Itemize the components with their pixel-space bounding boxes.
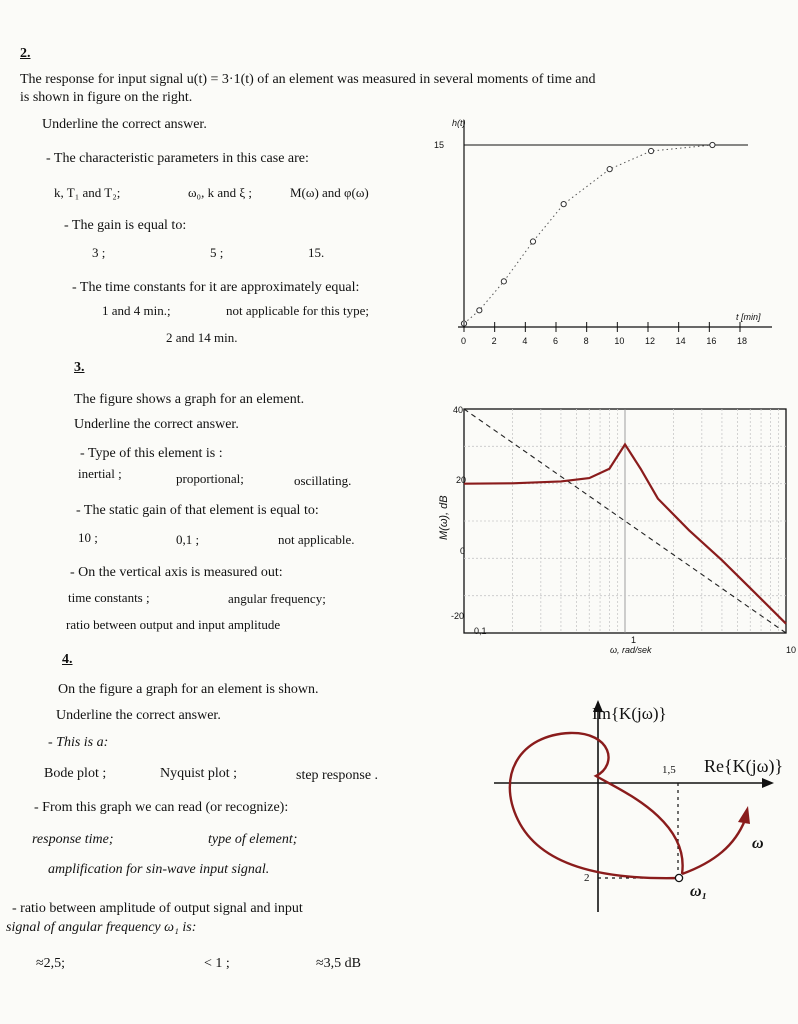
nyquist-omega-label: ω [752, 835, 764, 852]
nyquist-re-label: Re{K(jω)} [704, 756, 784, 776]
p2-q3-option-3[interactable]: 2 and 14 min. [166, 330, 238, 345]
problem-2-number: 2. [20, 46, 31, 61]
problem-4-instruction: Underline the correct answer. [56, 708, 221, 723]
step-x-tick-label: 12 [645, 336, 656, 346]
step-x-tick-label: 0 [461, 336, 467, 346]
p4-q1-option-2[interactable]: Nyquist plot ; [160, 766, 238, 781]
problem-2-question-3: - The time constants for it are approximately equal: [72, 280, 360, 295]
problem-4-question-3-line2: signal of angular frequency ω₁ is: [6, 920, 197, 935]
p3-q1-option-1[interactable]: inertial ; [78, 466, 122, 481]
p2-q1-option-1[interactable]: k, T₁ and T₂; [54, 185, 121, 200]
bode-x-tick-0-1: 0,1 [474, 626, 487, 636]
problem-3-instruction: Underline the correct answer. [74, 417, 239, 432]
bode-y-tick-0: 0 [460, 546, 466, 556]
nyquist-outer-branch [682, 820, 745, 874]
problem-3-line1: The figure shows a graph for an element. [74, 392, 305, 407]
bode-y-tick-40: 40 [453, 405, 464, 415]
p4-q3-option-3[interactable]: ≈3,5 dB [316, 956, 362, 971]
p2-q3-option-1[interactable]: 1 and 4 min.; [102, 303, 171, 318]
p3-q1-option-2[interactable]: proportional; [176, 471, 244, 486]
p4-q2-option-2[interactable]: type of element; [208, 832, 298, 847]
step-x-tick-label: 4 [522, 336, 528, 346]
p4-q1-option-1[interactable]: Bode plot ; [44, 766, 107, 781]
nyquist-direction-arrow [738, 806, 750, 824]
p2-q3-option-2[interactable]: not applicable for this type; [226, 303, 369, 318]
bode-y-tick-20: 20 [456, 475, 467, 485]
p3-q3-option-3[interactable]: ratio between output and input amplitude [66, 617, 281, 632]
problem-4-line1: On the figure a graph for an element is shown. [58, 682, 319, 697]
problem-2-question-1: - The characteristic parameters in this case are: [46, 151, 309, 166]
p3-q3-option-1[interactable]: time constants ; [68, 590, 150, 605]
step-x-tick-label: 10 [614, 336, 625, 346]
p4-q3-option-2[interactable]: < 1 ; [204, 956, 230, 971]
nyquist-omega1-label: ω₁ [690, 883, 708, 900]
nyquist-re-arrowhead [762, 778, 774, 788]
problem-4-question-2: - From this graph we can read (or recognize): [34, 800, 289, 815]
p2-q2-option-1[interactable]: 3 ; [92, 245, 106, 260]
problem-4-question-3-line1: - ratio between amplitude of output signal and input [12, 901, 303, 916]
nyquist-im-label: Im{K(jω)} [592, 704, 667, 723]
problem-3-question-3: - On the vertical axis is measured out: [70, 565, 283, 580]
p3-q3-option-2[interactable]: angular frequency; [228, 591, 326, 606]
step-x-tick-label: 8 [583, 336, 589, 346]
bode-y-tick-minus20: -20 [451, 611, 465, 621]
p3-q2-option-2[interactable]: 0,1 ; [176, 532, 200, 547]
problem-3-number: 3. [74, 360, 85, 375]
p4-q1-option-3[interactable]: step response . [296, 768, 379, 783]
step-y-tick-15: 15 [434, 140, 445, 150]
problem-2-line1: The response for input signal u(t) = 3·1(t) of an element was measured in several moments of time and [20, 72, 596, 87]
nyquist-re-tick: 1,5 [662, 764, 676, 776]
problem-2-question-2: - The gain is equal to: [64, 218, 187, 233]
bode-x-tick-10: 10 [786, 645, 797, 655]
step-x-tick-label: 6 [553, 336, 559, 346]
problem-3-question-1: - Type of this element is : [80, 446, 223, 461]
p3-q1-option-3[interactable]: oscillating. [294, 473, 352, 488]
nyquist-omega1-point [675, 874, 682, 881]
problem-4-number: 4. [62, 652, 73, 667]
bode-y-label: M(ω), dB [438, 495, 450, 540]
problem-2-instruction: Underline the correct answer. [42, 117, 207, 132]
nyquist-curve [510, 733, 683, 878]
problem-2-line2: is shown in figure on the right. [20, 90, 193, 105]
step-x-tick-label: 14 [675, 336, 686, 346]
bode-x-label: ω, rad/sek [610, 645, 652, 655]
p4-q2-option-1[interactable]: response time; [32, 832, 114, 847]
problem-3-question-2: - The static gain of that element is equal to: [76, 503, 319, 518]
p3-q2-option-1[interactable]: 10 ; [78, 530, 98, 545]
p2-q1-option-3[interactable]: M(ω) and φ(ω) [290, 185, 369, 200]
step-x-label: t [min] [736, 312, 761, 322]
nyquist-im-tick: 2 [584, 872, 590, 884]
bode-x-tick-1: 1 [631, 635, 637, 645]
p2-q2-option-2[interactable]: 5 ; [210, 245, 224, 260]
p2-q1-option-2[interactable]: ω₀, k and ξ ; [188, 185, 253, 200]
problem-4-question-1: - This is a: [48, 735, 109, 750]
p3-q2-option-3[interactable]: not applicable. [278, 532, 355, 547]
p2-q2-option-3[interactable]: 15. [308, 245, 325, 260]
step-x-tick-label: 2 [491, 336, 497, 346]
p4-q2-option-3[interactable]: amplification for sin-wave input signal. [48, 862, 270, 877]
p4-q3-option-1[interactable]: ≈2,5; [36, 956, 66, 971]
step-y-label: h(t) [452, 118, 466, 128]
step-x-tick-label: 16 [706, 336, 717, 346]
step-x-tick-label: 18 [737, 336, 748, 346]
